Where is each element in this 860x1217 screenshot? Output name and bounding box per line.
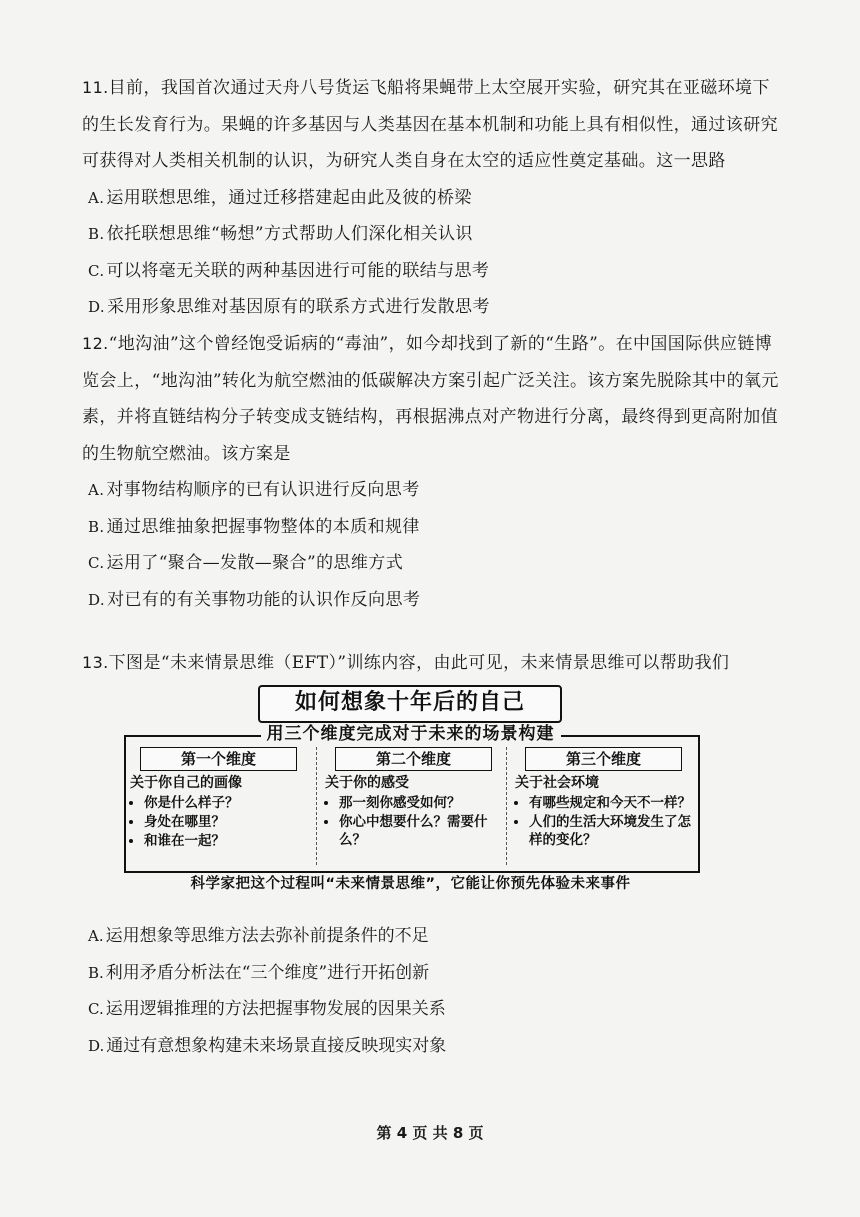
option-letter: C. [88,554,105,572]
option-letter: D. [88,590,106,609]
option-text: 运用想象等思维方法去弥补前提条件的不足 [105,926,429,946]
option-letter: A. [88,188,105,207]
option-text: 运用逻辑推理的方法把握事物发展的因果关系 [105,999,446,1019]
question-13-stem [82,645,782,682]
question-13-options [82,918,782,1064]
question-12 [82,326,782,618]
question-number: 12. [82,334,109,353]
option-letter: B. [88,225,105,243]
list-item: • 身处在哪里？ [144,813,311,831]
option-text: 对已有的有关事物功能的认识作反向思考 [107,589,421,610]
dimension-2 [316,747,506,865]
option-text: 对事物结构顺序的已有认识进行反向思考 [106,480,420,500]
dimension-title: 第一个维度 [140,747,297,771]
dimension-title: 第二个维度 [335,747,492,771]
option-d [82,289,782,326]
option-a [82,472,782,509]
question-12-stem [82,326,782,472]
option-letter: B. [88,517,105,536]
figure-subtitle [118,721,703,747]
dimension-list [321,794,506,849]
list-item: • 你是什么样子？ [144,794,311,812]
option-b [82,955,782,992]
option-text: 利用矛盾分析法在“三个维度”进行开拓创新 [105,962,430,983]
question-13 [82,645,782,682]
dimension-3 [506,747,696,865]
option-b [82,509,782,546]
page-footer: 第 4 页 共 8 页 [376,1124,484,1142]
question-11 [82,70,782,326]
dimension-list [126,794,311,850]
question-text: 下图是“未来情景思维（EFT）”训练内容，由此可见，未来情景思维可以帮助我们 [108,653,730,673]
option-a [82,918,782,955]
option-letter: A. [88,927,104,945]
figure-footer: 科学家把这个过程叫“未来情景思维”，它能让你预先体验未来事件 [190,876,631,892]
question-number: 13. [82,653,109,672]
list-item: • 那一刻你感受如何？ [339,794,506,812]
option-letter: C. [88,261,105,280]
option-d [82,582,782,619]
option-text: 运用联想思维，通过迁移搭建起由此及彼的桥梁 [106,187,472,208]
option-text: 运用了“聚合—发散—聚合”的思维方式 [106,553,404,573]
option-text: 可以将毫无关联的两种基因进行可能的联结与思考 [106,260,490,281]
option-letter: D. [88,1036,105,1055]
option-c [82,545,782,582]
option-d [82,1028,782,1065]
option-text: 采用形象思维对基因原有的联系方式进行发散思考 [107,297,490,317]
dimension-heading: 关于你自己的画像 [130,775,242,791]
option-text: 通过思维抽象把握事物整体的本质和规律 [106,516,420,537]
question-text: 目前，我国首次通过天舟八号货运飞船将果蝇带上太空展开实验，研究其在亚磁环境下的生长发育行为。果蝇的许多基因与人类基因在基本机制和功能上具有相似性，通过该研究可获得对人类相关机制的认识，为研究人类自身在太空的适应性奠定基础。这一思路 [82,78,778,171]
list-item: • 人们的生活大环境发生了怎样的变化？ [529,813,696,849]
option-letter: A. [88,481,105,499]
dimension-title: 第三个维度 [525,747,682,771]
question-11-stem [82,70,782,180]
dimension-list [511,794,696,849]
eft-figure [118,685,703,903]
list-item: • 有哪些规定和今天不一样？ [529,794,696,812]
option-letter: D. [88,298,106,316]
option-text: 依托联想思维“畅想”方式帮助人们深化相关认识 [106,224,473,244]
dimension-1 [126,747,311,865]
option-letter: B. [88,963,104,982]
list-item: • 你心中想要什么？需要什么？ [339,813,506,849]
dimension-heading: 关于你的感受 [325,775,409,791]
dimension-heading: 关于社会环境 [515,775,599,791]
option-a [82,180,782,217]
option-text: 通过有意想象构建未来场景直接反映现实对象 [106,1035,447,1056]
question-text: “地沟油”这个曾经饱受诟病的“毒油”，如今却找到了新的“生路”。在中国国际供应链博览会上，“地沟油”转化为航空燃油的低碳解决方案引起广泛关注。该方案先脱除其中的氧元素，并将直链结构分子转变成支链结构，再根据沸点对产物进行分离，最终得到更高附加值的生物航空燃油。该方案是 [82,334,779,464]
list-item: • 和谁在一起？ [144,832,311,850]
option-letter: C. [88,1000,104,1018]
option-c [82,991,782,1028]
option-c [82,253,782,290]
question-number: 11. [82,78,109,97]
option-b [82,216,782,253]
figure-subtitle-text: 用三个维度完成对于未来的场景构建 [261,724,561,744]
figure-title: 如何想象十年后的自己 [258,685,562,723]
